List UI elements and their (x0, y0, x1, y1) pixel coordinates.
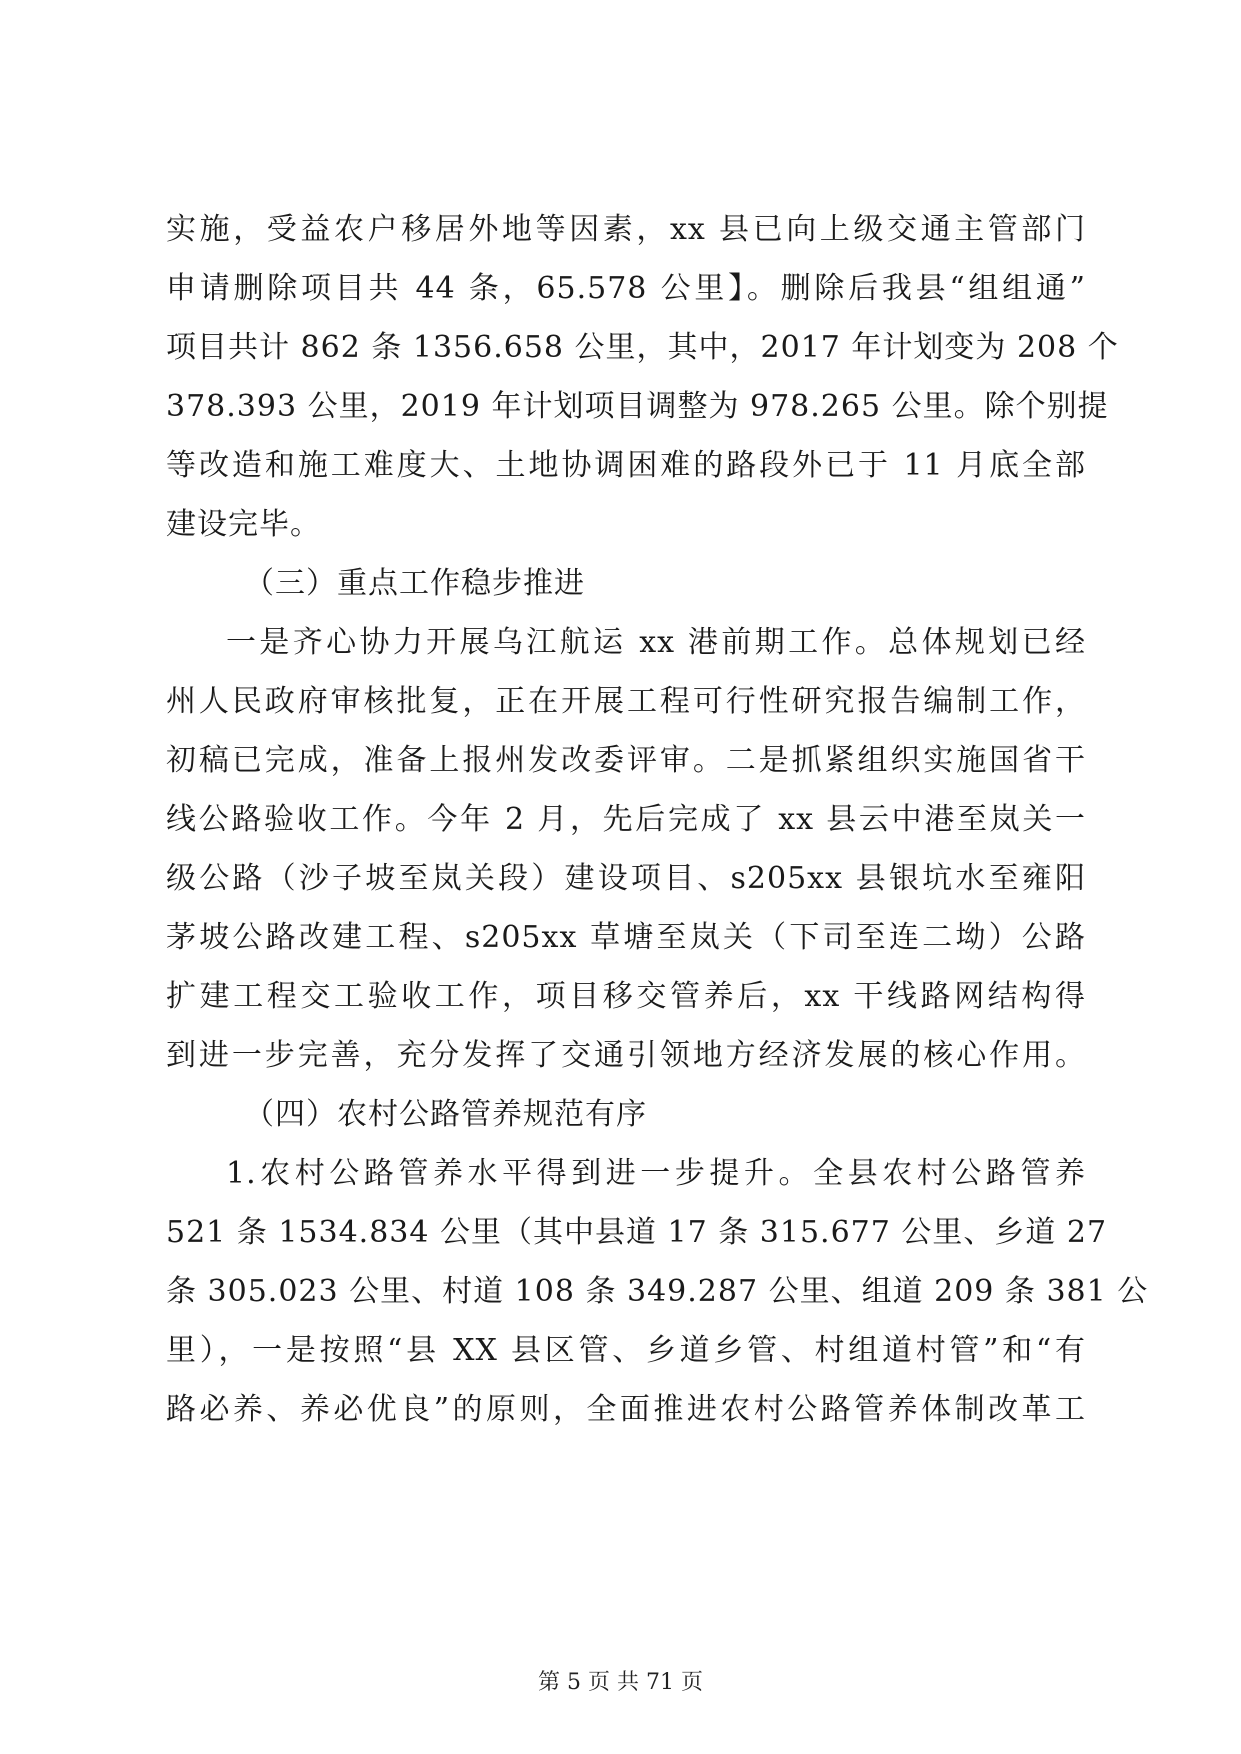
text-line: 条 305.023 公里、村道 108 条 349.287 公里、组道 209 条 381 公 (166, 1274, 1149, 1309)
text-line: 级公路（沙子坡至岚关段）建设项目、s205xx 县银坑水至雍阳 (166, 861, 1086, 896)
text-line: 等改造和施工难度大、土地协调困难的路段外已于 11 月底全部 (166, 448, 1086, 483)
text-line: 初稿已完成，准备上报州发改委评审。二是抓紧组织实施国省干 (166, 743, 1086, 778)
text-line: 1.农村公路管养水平得到进一步提升。全县农村公路管养 (226, 1156, 1086, 1191)
page-number: 第 5 页 共 71 页 (538, 1670, 703, 1695)
text-line: 378.393 公里，2019 年计划项目调整为 978.265 公里。除个别提 (166, 389, 1109, 424)
text-line: 一是齐心协力开展乌江航运 xx 港前期工作。总体规划已经 (226, 625, 1086, 660)
text-line: 里），一是按照“县 XX 县区管、乡道乡管、村组道村管”和“有 (166, 1333, 1086, 1368)
body-text (166, 200, 1149, 1439)
text-line: 建设完毕。 (166, 507, 321, 542)
text-line: 项目共计 862 条 1356.658 公里，其中，2017 年计划变为 208 个 (166, 330, 1119, 365)
text-line: 521 条 1534.834 公里（其中县道 17 条 315.677 公里、乡道 27 (166, 1215, 1108, 1250)
section-heading: （三）重点工作稳步推进 (244, 566, 585, 601)
text-line: 扩建工程交工验收工作，项目移交管养后，xx 干线路网结构得 (166, 979, 1086, 1014)
text-line: 茅坡公路改建工程、s205xx 草塘至岚关（下司至连二坳）公路 (166, 920, 1086, 955)
text-line: 申请删除项目共 44 条，65.578 公里】。删除后我县“组组通” (166, 271, 1086, 306)
text-line: 州人民政府审核批复，正在开展工程可行性研究报告编制工作， (166, 684, 1086, 719)
text-line: 路必养、养必优良”的原则，全面推进农村公路管养体制改革工 (166, 1392, 1086, 1427)
text-line: 到进一步完善，充分发挥了交通引领地方经济发展的核心作用。 (166, 1038, 1086, 1073)
section-heading: （四）农村公路管养规范有序 (244, 1097, 647, 1132)
text-line: 实施，受益农户移居外地等因素，xx 县已向上级交通主管部门 (166, 212, 1086, 247)
text-line: 线公路验收工作。今年 2 月，先后完成了 xx 县云中港至岚关一 (166, 802, 1086, 837)
